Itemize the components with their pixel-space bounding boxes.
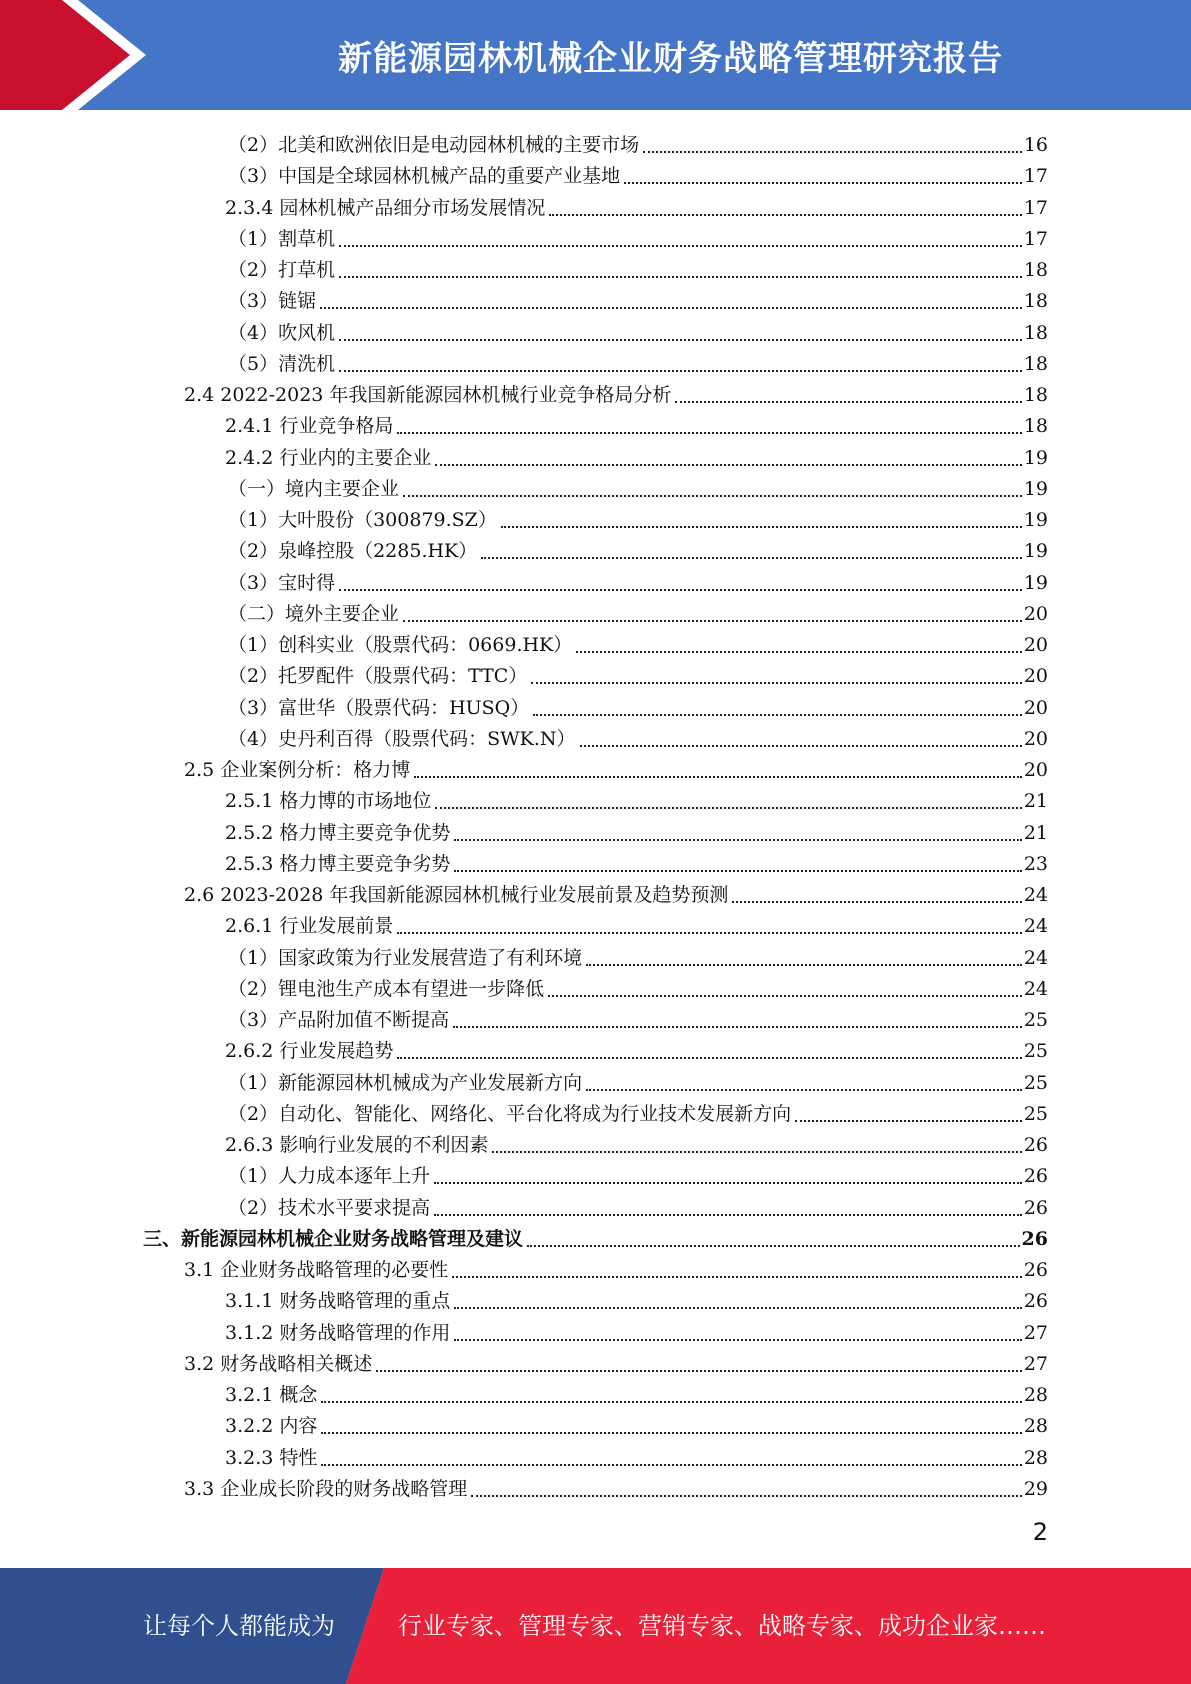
toc-entry-page: 19 (1023, 477, 1048, 500)
toc-entry-page: 18 (1023, 415, 1048, 438)
toc-entry-page: 18 (1023, 259, 1048, 281)
toc-entry[interactable] (228, 1065, 1048, 1095)
toc-entry[interactable] (225, 1377, 1048, 1407)
page-footer (0, 1568, 1191, 1684)
toc-entry-page: 21 (1023, 821, 1048, 844)
toc-dot-leader (586, 1067, 1022, 1091)
toc-entry-label: （1）割草机 (228, 227, 336, 250)
toc-entry-page: 28 (1023, 1415, 1048, 1438)
toc-entry-label: 2.4.1 行业竞争格局 (225, 415, 394, 438)
toc-dot-leader (339, 223, 1022, 247)
toc-dot-leader (452, 1254, 1022, 1278)
toc-entry[interactable] (228, 283, 1048, 313)
toc-entry-label: （1）新能源园林机械成为产业发展新方向 (228, 1071, 583, 1094)
toc-entry[interactable] (225, 846, 1048, 876)
toc-entry-label: 2.5.2 格力博主要竞争优势 (225, 821, 451, 844)
toc-entry-page: 19 (1023, 540, 1048, 563)
toc-dot-leader (434, 1160, 1022, 1184)
toc-dot-leader (339, 567, 1022, 591)
toc-entry[interactable] (184, 752, 1048, 782)
toc-entry[interactable] (184, 377, 1048, 407)
toc-dot-leader (376, 1348, 1022, 1372)
toc-entry-label: （1）国家政策为行业发展营造了有利环境 (228, 946, 583, 969)
toc-entry-page: 24 (1023, 977, 1048, 1000)
toc-entry-page: 26 (1023, 1134, 1048, 1156)
toc-entry[interactable] (228, 533, 1048, 563)
toc-dot-leader (453, 1004, 1022, 1028)
toc-dot-leader (624, 160, 1022, 184)
toc-entry[interactable] (225, 1283, 1048, 1313)
toc-entry[interactable] (184, 1471, 1048, 1501)
toc-entry-label: （2）托罗配件（股票代码：TTC） (228, 665, 528, 688)
toc-entry[interactable] (228, 940, 1048, 970)
toc-entry-label: （3）链锯 (228, 290, 317, 313)
toc-entry[interactable] (228, 471, 1048, 501)
toc-entry[interactable] (225, 908, 1048, 938)
toc-entry-label: 3.3 企业成长阶段的财务战略管理 (184, 1477, 468, 1500)
toc-entry-label: 2.5 企业案例分析：格力博 (184, 759, 411, 781)
toc-entry-page: 25 (1023, 1040, 1048, 1063)
toc-entry-label: 三、新能源园林机械企业财务战略管理及建议 (143, 1227, 524, 1250)
toc-dot-leader (533, 692, 1022, 716)
toc-entry-page: 24 (1023, 946, 1048, 969)
toc-entry[interactable] (228, 158, 1048, 188)
toc-dot-leader (576, 629, 1022, 653)
toc-entry[interactable] (228, 1158, 1048, 1188)
toc-dot-leader (435, 442, 1021, 466)
toc-entry-page: 18 (1023, 290, 1048, 313)
toc-entry-page: 20 (1023, 602, 1048, 625)
toc-dot-leader (454, 817, 1021, 841)
toc-entry-page: 20 (1023, 634, 1048, 656)
toc-dot-leader (527, 1223, 1020, 1247)
toc-entry-label: （1）大叶股份（300879.SZ） (228, 509, 497, 531)
toc-entry-label: 2.6.3 影响行业发展的不利因素 (225, 1134, 489, 1156)
toc-entry-page: 20 (1023, 665, 1048, 688)
toc-entry-page: 26 (1023, 1259, 1048, 1281)
toc-entry[interactable] (228, 596, 1048, 626)
toc-dot-leader (321, 1442, 1021, 1466)
toc-entry[interactable] (184, 1346, 1048, 1376)
toc-entry-label: （1）人力成本逐年上升 (228, 1165, 431, 1188)
toc-entry-label: 2.6.1 行业发展前景 (225, 915, 394, 938)
toc-entry[interactable] (225, 190, 1048, 220)
toc-entry[interactable] (225, 783, 1048, 813)
toc-entry[interactable] (225, 815, 1048, 845)
toc-entry-page: 25 (1023, 1009, 1048, 1031)
toc-dot-leader (434, 1192, 1022, 1216)
page-number: 2 (1032, 1518, 1048, 1546)
toc-entry-label: （2）锂电池生产成本有望进一步降低 (228, 977, 545, 1000)
toc-dot-leader (531, 660, 1021, 684)
toc-entry-page: 25 (1023, 1071, 1048, 1094)
footer-slogan-left: 让每个人都能成为 (143, 1612, 335, 1640)
toc-dot-leader (481, 535, 1022, 559)
toc-entry-label: 2.6.2 行业发展趋势 (225, 1040, 394, 1063)
toc-entry-label: 2.6 2023-2028 年我国新能源园林机械行业发展前景及趋势预测 (184, 884, 729, 906)
toc-dot-leader (795, 1098, 1022, 1122)
toc-entry-page: 19 (1023, 571, 1048, 594)
toc-dot-leader (321, 1379, 1021, 1403)
toc-entry-label: 2.5.1 格力博的市场地位 (225, 790, 432, 813)
toc-entry[interactable] (228, 690, 1048, 720)
toc-entry[interactable] (225, 1315, 1048, 1345)
toc-dot-leader (492, 1129, 1021, 1153)
toc-entry-page: 20 (1023, 696, 1048, 719)
toc-dot-leader (397, 910, 1021, 934)
toc-dot-leader (397, 410, 1021, 434)
toc-entry-page: 16 (1023, 134, 1048, 156)
toc-entry-page: 18 (1023, 384, 1048, 406)
toc-entry-label: （2）打草机 (228, 259, 336, 281)
toc-dot-leader (548, 973, 1022, 997)
toc-dot-leader (454, 848, 1021, 872)
toc-dot-leader (732, 879, 1021, 903)
toc-entry-page: 27 (1023, 1321, 1048, 1344)
toc-dot-leader (339, 348, 1022, 372)
toc-entry[interactable] (225, 1127, 1048, 1157)
toc-entry-label: （一）境内主要企业 (228, 477, 400, 500)
footer-slogan-right: 行业专家、管理专家、营销专家、战略专家、成功企业家…… (398, 1612, 1046, 1640)
toc-entry-page: 24 (1023, 915, 1048, 938)
toc-entry[interactable] (184, 877, 1048, 907)
toc-entry-label: （2）泉峰控股（2285.HK） (228, 540, 478, 563)
toc-entry[interactable] (228, 346, 1048, 376)
toc-entry-page: 18 (1023, 352, 1048, 375)
toc-entry-label: 3.1.1 财务战略管理的重点 (225, 1290, 451, 1313)
toc-dot-leader (549, 192, 1021, 216)
toc-entry-label: （3）中国是全球园林机械产品的重要产业基地 (228, 165, 621, 188)
toc-dot-leader (321, 1410, 1021, 1434)
toc-dot-leader (339, 254, 1022, 278)
toc-entry[interactable] (228, 1190, 1048, 1220)
toc-dot-leader (675, 379, 1021, 403)
toc-entry-page: 24 (1023, 884, 1048, 906)
toc-entry[interactable] (228, 221, 1048, 251)
toc-entry[interactable] (225, 1408, 1048, 1438)
toc-entry[interactable] (228, 565, 1048, 595)
toc-entry-page: 28 (1023, 1384, 1048, 1406)
toc-entry-page: 18 (1023, 321, 1048, 344)
toc-entry[interactable] (225, 408, 1048, 438)
toc-entry-page: 27 (1023, 1352, 1048, 1375)
toc-dot-leader (454, 1285, 1021, 1309)
toc-entry-page: 17 (1023, 227, 1048, 250)
toc-entry-label: （4）吹风机 (228, 321, 336, 344)
toc-entry-label: 3.2.2 内容 (225, 1415, 318, 1438)
header-chevron-graphic (0, 0, 160, 110)
toc-dot-leader (471, 1473, 1022, 1497)
toc-entry-label: 2.3.4 园林机械产品细分市场发展情况 (225, 196, 546, 219)
toc-entry[interactable] (225, 1033, 1048, 1063)
toc-entry-label: （2）自动化、智能化、网络化、平台化将成为行业技术发展新方向 (228, 1102, 792, 1125)
toc-dot-leader (586, 942, 1022, 966)
toc-entry-label: 2.4.2 行业内的主要企业 (225, 446, 432, 469)
toc-dot-leader (501, 504, 1022, 528)
toc-entry-label: （3）产品附加值不断提高 (228, 1009, 450, 1031)
toc-entry[interactable] (143, 1221, 1048, 1251)
toc-dot-leader (403, 473, 1022, 497)
toc-entry-label: （1）创科实业（股票代码：0669.HK） (228, 634, 573, 656)
toc-entry[interactable] (228, 502, 1048, 532)
toc-dot-leader (339, 317, 1022, 341)
toc-entry-page: 26 (1023, 1290, 1048, 1313)
toc-dot-leader (435, 785, 1021, 809)
toc-entry[interactable] (228, 252, 1048, 282)
toc-entry[interactable] (184, 1252, 1048, 1282)
toc-entry[interactable] (228, 315, 1048, 345)
toc-entry-label: 3.2.3 特性 (225, 1446, 318, 1469)
toc-entry-page: 25 (1023, 1102, 1048, 1125)
toc-entry[interactable] (228, 127, 1048, 157)
toc-entry[interactable] (228, 971, 1048, 1001)
toc-entry-page: 19 (1023, 446, 1048, 469)
toc-dot-leader (403, 598, 1022, 622)
toc-entry-page: 20 (1023, 759, 1048, 781)
toc-entry-label: （2）北美和欧洲依旧是电动园林机械的主要市场 (228, 134, 640, 156)
toc-entry[interactable] (228, 627, 1048, 657)
toc-dot-leader (414, 754, 1022, 778)
toc-entry-label: （二）境外主要企业 (228, 602, 400, 625)
toc-dot-leader (397, 1035, 1021, 1059)
toc-entry-label: 3.1 企业财务战略管理的必要性 (184, 1259, 449, 1281)
toc-entry[interactable] (228, 721, 1048, 751)
toc-entry-page: 19 (1023, 509, 1048, 531)
toc-entry-label: 3.2.1 概念 (225, 1384, 318, 1406)
toc-entry-page: 28 (1023, 1446, 1048, 1469)
toc-entry-page: 17 (1023, 165, 1048, 188)
toc-entry-page: 21 (1023, 790, 1048, 813)
page-header (0, 0, 1191, 110)
toc-entry-page: 23 (1023, 852, 1048, 875)
toc-entry[interactable] (225, 440, 1048, 470)
toc-entry-page: 17 (1023, 196, 1048, 219)
toc-entry[interactable] (228, 1096, 1048, 1126)
toc-entry[interactable] (225, 1440, 1048, 1470)
toc-entry-label: 3.2 财务战略相关概述 (184, 1352, 373, 1375)
report-title: 新能源园林机械企业财务战略管理研究报告 (338, 38, 1003, 79)
toc-entry-label: 2.4 2022-2023 年我国新能源园林机械行业竞争格局分析 (184, 384, 672, 406)
toc-dot-leader (643, 129, 1022, 153)
toc-entry[interactable] (228, 658, 1048, 688)
toc-dot-leader (580, 723, 1022, 747)
toc-entry-page: 26 (1023, 1165, 1048, 1188)
toc-entry-label: （2）技术水平要求提高 (228, 1196, 431, 1219)
toc-entry-label: （5）清洗机 (228, 352, 336, 375)
toc-entry-label: （3）富世华（股票代码：HUSQ） (228, 696, 530, 719)
toc-entry-page: 26 (1021, 1227, 1048, 1250)
toc-entry[interactable] (228, 1002, 1048, 1032)
toc-entry-label: （3）宝时得 (228, 571, 336, 594)
toc-entry-label: 2.5.3 格力博主要竞争劣势 (225, 852, 451, 875)
toc-dot-leader (454, 1317, 1021, 1341)
toc-entry-label: 3.1.2 财务战略管理的作用 (225, 1321, 451, 1344)
toc-entry-page: 29 (1023, 1477, 1048, 1500)
toc-entry-page: 26 (1023, 1196, 1048, 1219)
toc-dot-leader (320, 285, 1022, 309)
toc-entry-label: （4）史丹利百得（股票代码：SWK.N） (228, 727, 576, 750)
toc-entry-page: 20 (1023, 727, 1048, 750)
